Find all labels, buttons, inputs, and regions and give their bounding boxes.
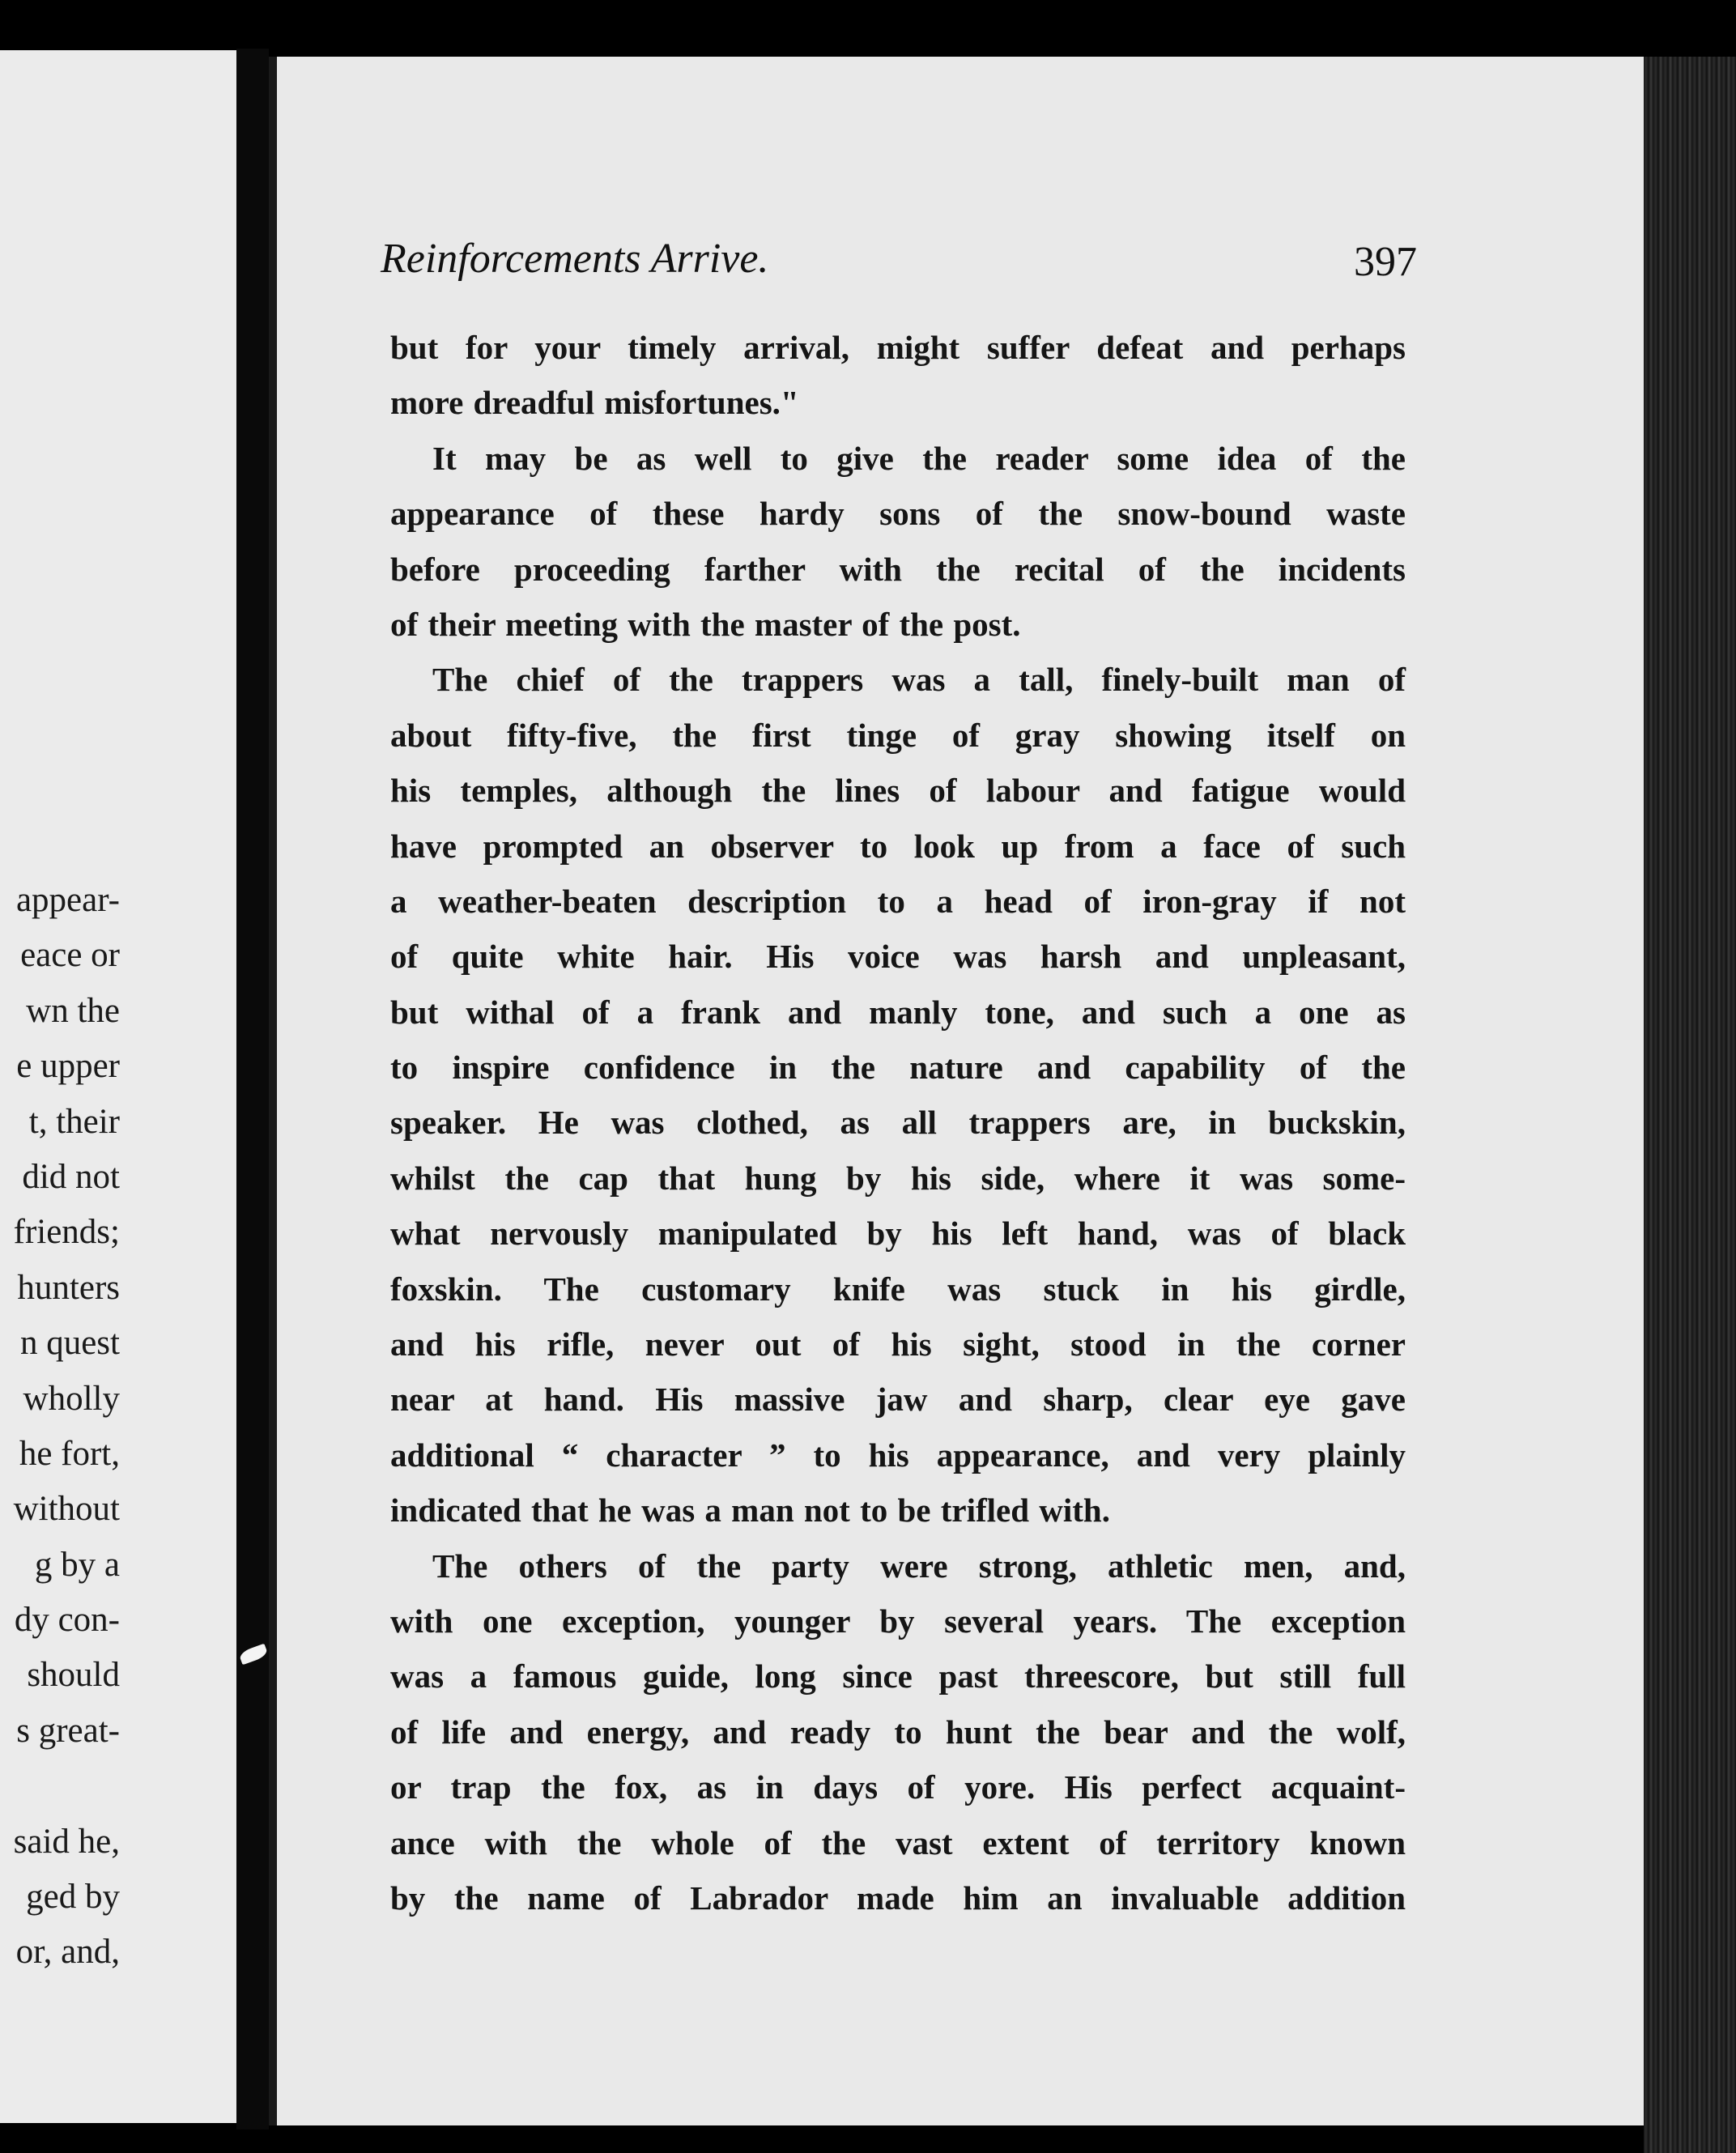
left-page-line: did not [22, 1157, 120, 1196]
book-page-edges [1644, 57, 1736, 2153]
left-page-line: eace or [20, 936, 120, 975]
left-page-line: friends; [13, 1213, 120, 1252]
page-header [381, 235, 1417, 300]
book-spine-gutter [236, 49, 269, 2130]
text-line: It may be as well to give the reader some idea of the [432, 439, 1406, 477]
left-page-line: hunters [17, 1268, 120, 1307]
text-line: before proceeding farther with the recital of the incidents [390, 550, 1406, 588]
left-page-line: or, and, [15, 1933, 120, 1972]
text-line: but withal of a frank and manly tone, and such a one as [390, 993, 1406, 1031]
text-line: of their meeting with the master of the post. [390, 605, 1021, 643]
left-page-line: n quest [19, 1324, 120, 1363]
left-page [0, 50, 236, 2123]
left-page-line: t, their [28, 1102, 120, 1141]
text-line: by the name of Labrador made him an invaluable addition [390, 1879, 1406, 1917]
text-line: The chief of the trappers was a tall, finely-built man of [432, 661, 1406, 699]
left-page-line: ged by [26, 1878, 120, 1917]
text-line: his temples, although the lines of labour and fatigue would [390, 772, 1406, 810]
text-line: about fifty-five, the first tinge of gray showing itself on [390, 716, 1406, 754]
text-line: to inspire confidence in the nature and capability of the [390, 1049, 1406, 1087]
text-line: or trap the fox, as in days of yore. His perfect acquaint- [390, 1768, 1406, 1806]
left-page-line: wn the [26, 991, 120, 1030]
body-text [390, 320, 1406, 1925]
left-page-line: should [27, 1656, 120, 1695]
text-line: but for your timely arrival, might suffer defeat and perhaps [390, 329, 1406, 366]
text-line: speaker. He was clothed, as all trappers are, in buckskin, [390, 1104, 1406, 1142]
text-line: of quite white hair. His voice was harsh and unpleasant, [390, 938, 1406, 976]
text-line: appearance of these hardy sons of the snow-bound waste [390, 495, 1406, 533]
text-line: indicated that he was a man not to be trifled with. [390, 1491, 1110, 1530]
text-line: more dreadful misfortunes." [390, 384, 799, 422]
left-page-line: said he, [13, 1822, 120, 1861]
text-line: was a famous guide, long since past threescore, but still full [390, 1657, 1406, 1696]
left-page-line: g by a [34, 1545, 120, 1584]
text-line: have prompted an observer to look up from a face of such [390, 827, 1406, 865]
left-page-line: without [13, 1490, 120, 1529]
text-line: ance with the whole of the vast extent of territory known [390, 1823, 1406, 1862]
left-page-line: s great- [16, 1711, 120, 1750]
text-line: additional “ character ” to his appearance, and very plainly [390, 1436, 1406, 1474]
text-line: foxskin. The customary knife was stuck in his girdle, [390, 1270, 1406, 1308]
left-page-line: appear- [15, 881, 120, 919]
left-page-text-column [14, 873, 120, 1981]
text-line: of life and energy, and ready to hunt the bear and the wolf, [390, 1713, 1406, 1751]
text-line: a weather-beaten description to a head of iron-gray if not [390, 882, 1406, 920]
left-page-line: e upper [16, 1047, 120, 1086]
text-line: whilst the cap that hung by his side, where it was some- [390, 1159, 1406, 1197]
text-line: and his rifle, never out of his sight, stood in the corner [390, 1325, 1406, 1364]
text-line: what nervously manipulated by his left hand, was of black [390, 1215, 1406, 1253]
text-line: The others of the party were strong, athletic men, and, [432, 1547, 1406, 1585]
text-line: with one exception, younger by several years. The exception [390, 1602, 1406, 1640]
running-title: Reinforcements Arrive. [381, 236, 769, 282]
page-number: 397 [1354, 239, 1417, 285]
left-page-line: he fort, [19, 1434, 120, 1473]
text-line: near at hand. His massive jaw and sharp, clear eye gave [390, 1381, 1406, 1419]
left-page-line: dy con- [14, 1601, 120, 1640]
left-page-line [14, 1759, 120, 1814]
left-page-line: wholly [23, 1379, 120, 1418]
